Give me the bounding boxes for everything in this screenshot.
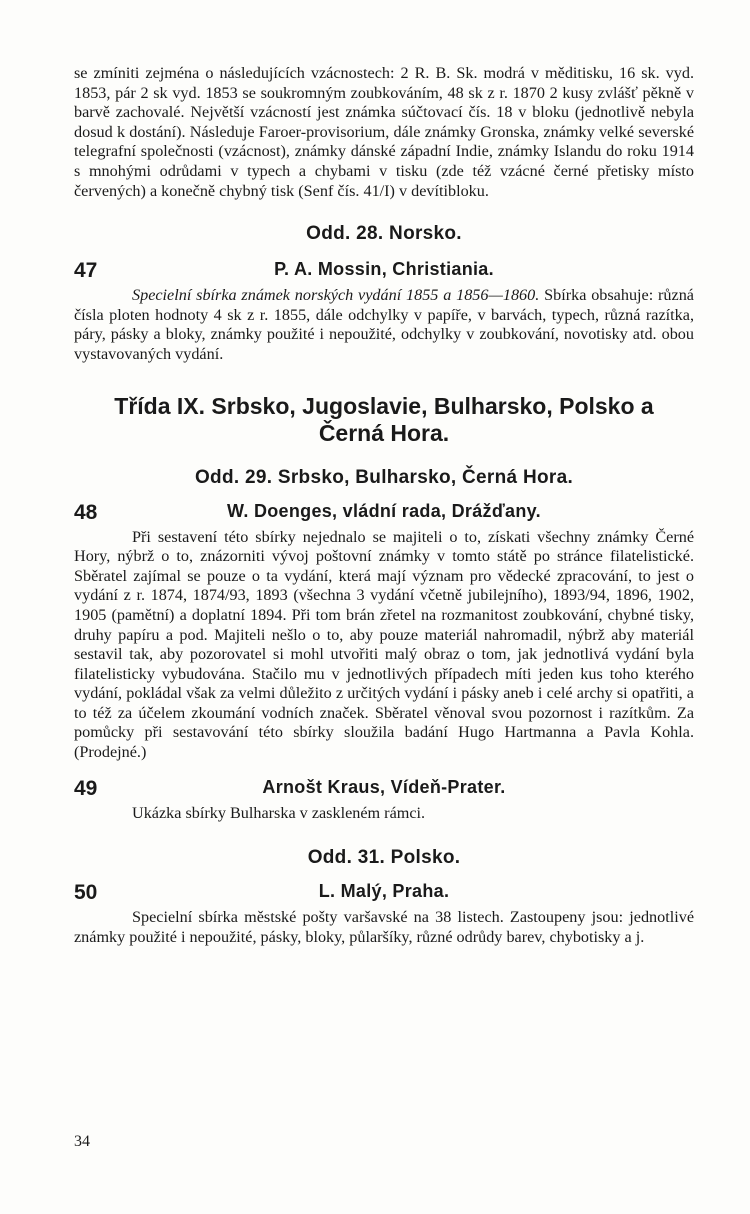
entry-50-text: Specielní sbírka městské pošty varšavské na 38 listech. Zastoupeny jsou: jednotlivé známky použité i nepoužité, pásky, bloky, půlaršíky, různé odrůdy barev, chybotisky a j. (74, 908, 694, 946)
entry-48-heading (74, 501, 694, 522)
entry-48-text: Při sestavení této sbírky nejednalo se majiteli o to, získati všechny známky Černé Hory, nýbrž o to, znázorniti vývoj poštovní známky v tomto státě po stránce filatelistické. Sběratel zajímal se pouze o ta vydání, která mají význam pro vědecké zpracování, to jest o vydání z r. 1874, 1874/93, 1893 (všechna 3 vydání včetně jubilejního), 1893/94, 1896, 1902, 1905 (pamětní) a doplatní 1894. Při tom brán zřetel na rozmanitost zoubkování, chybné tisky, druhy papíru a pod. Majiteli nešlo o to, aby pouze materiál nahromadil, nýbrž aby materiál sestavil tak, aby pozorovatel si mohl utvořiti malý obraz o tom, jak jednotlivá vydání byla filatelisticky vybudována. Stačilo mu v jednotlivých případech míti jeden kus toho kterého vydání, pokládal však za velmi důležito z určitých vydání i pásky aneb i celé archy si opatřiti, a to též za účelem zkoumání vodních značek. Sběratel věnoval svou pozornost i razítkům. Za pomůcky při sestavování této sbírky sloužila badání Hugo Hartmanna a Pavla Kohla. (Prodejné.) (74, 527, 694, 762)
entry-49-text: Ukázka sbírky Bulharska v zaskleném rámci. (132, 803, 426, 822)
exhibitor-name: P. A. Mossin, Christiania. (274, 259, 494, 280)
entry-47-italic: Specielní sbírka známek norských vydání 1855 a 1856—1860. (132, 286, 540, 305)
section-heading-odd-28: Odd. 28. Norsko. (306, 223, 462, 245)
class-heading (74, 393, 694, 447)
entry-50-heading (74, 881, 694, 905)
section-heading-odd-31: Odd. 31. Polsko. (307, 847, 461, 869)
entry-47-heading (74, 259, 694, 283)
exhibitor-name: Arnošt Kraus, Vídeň-Prater. (262, 776, 506, 797)
class-heading-line-2: Černá Hora. (318, 419, 450, 446)
entry-number: 49 (74, 776, 98, 800)
exhibitor-name: W. Doenges, vládní rada, Drážďany. (227, 500, 541, 521)
entry-47-body: Sbírka obsahuje: různá čísla ploten hodnoty 4 sk z r. 1855, dále odchylky v papíře, v barvách, typech, různá razítka, páry, pásky a bloky, známky použité i nepoužité, odchylky v zoubkování, novotisky atd. obou vystavovaných vydání. (74, 286, 694, 363)
page-number: 34 (74, 1133, 90, 1150)
entry-number: 48 (74, 500, 98, 524)
exhibitor-name: L. Malý, Praha. (318, 881, 450, 902)
entry-number: 50 (74, 881, 98, 905)
intro-paragraph: se zmíniti zejména o následujících vzácnostech: 2 R. B. Sk. modrá v měditisku, 16 sk. vyd. 1853, pár 2 sk vyd. 1853 se soukromným zoubkováním, 48 sk z r. 1870 2 kusy zvlášť pěkně v barvě zachovalé. Největší vzácností jest známka súčtovací čís. 18 v bloku (jednotlivě nebyla dosud k dostání). Následuje Faroer-provisorium, dále známky Gronska, známky velké severské telegrafní společnosti (vzácnost), známky dánské západní Indie, známky Islandu do roku 1914 s mnohými odrůdami v typech a chybami v tisku (zde též vzácné černé přetisky místo červených) a konečně chybný tisk (Senf čís. 41/I) v devítibloku. (74, 64, 694, 200)
entry-47-text (74, 286, 694, 364)
section-heading-odd-29: Odd. 29. Srbsko, Bulharsko, Černá Hora. (194, 466, 574, 488)
entry-49-heading (74, 777, 694, 798)
entry-number: 47 (74, 259, 98, 283)
page-content (74, 64, 694, 947)
class-heading-line-1: Třída IX. Srbsko, Jugoslavie, Bulharsko, Polsko a (114, 392, 654, 419)
